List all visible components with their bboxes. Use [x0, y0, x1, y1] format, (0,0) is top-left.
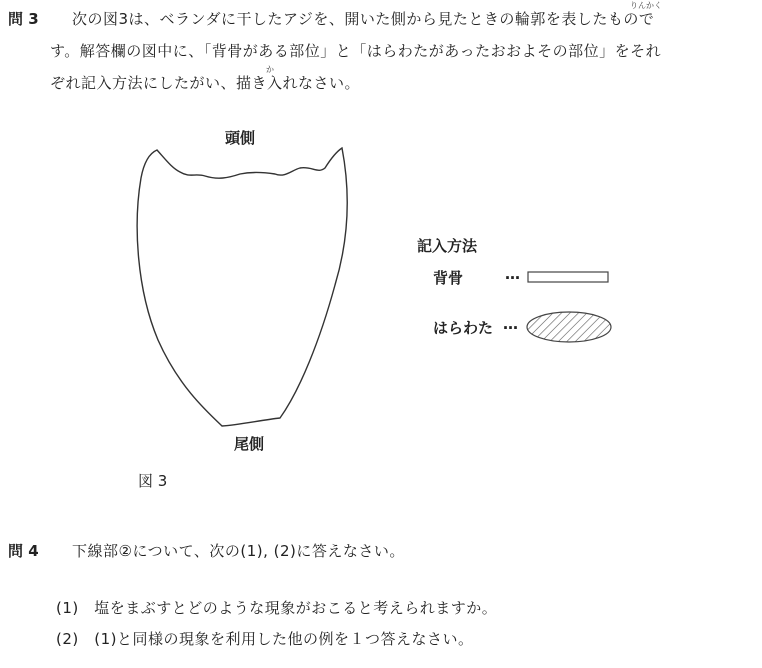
innards-legend-symbol: [527, 312, 611, 342]
question-3-line-2: す。解答欄の図中に、「背骨がある部位」と「はらわたがあったおおよその部位」をそれ: [50, 42, 662, 60]
legend-backbone-label: 背骨: [433, 269, 464, 287]
ruby-ka: か: [266, 65, 274, 74]
question-4-item-2: (2) (1)と同様の現象を利用した他の例を１つ答えなさい。: [56, 630, 474, 648]
ruby-rinkaku: りんかく: [630, 1, 662, 10]
question-3-label: 問 3: [8, 10, 39, 28]
head-side-label: 頭側: [225, 129, 256, 147]
tail-side-label: 尾側: [234, 435, 265, 453]
fish-outline: [137, 148, 347, 426]
question-4-label: 問 4: [8, 542, 39, 560]
legend-innards-label: はらわた: [433, 319, 494, 337]
legend-backbone-dots: …: [505, 265, 520, 283]
figure-3-caption: 図 3: [138, 472, 168, 490]
legend-innards-dots: …: [503, 315, 518, 333]
question-3-line-3: ぞれ記入方法にしたがい、描き入れなさい。: [50, 74, 361, 92]
question-3-line-1: 次の図3は、ベランダに干したアジを、開いた側から見たときの輪郭を表したもので: [72, 10, 655, 28]
backbone-legend-symbol: [528, 272, 608, 282]
question-4-item-1: (1) 塩をまぶすとどのような現象がおこると考えられますか。: [56, 599, 498, 617]
question-4-text: 下線部②について、次の(1), (2)に答えなさい。: [72, 542, 405, 560]
legend-title: 記入方法: [417, 237, 478, 255]
